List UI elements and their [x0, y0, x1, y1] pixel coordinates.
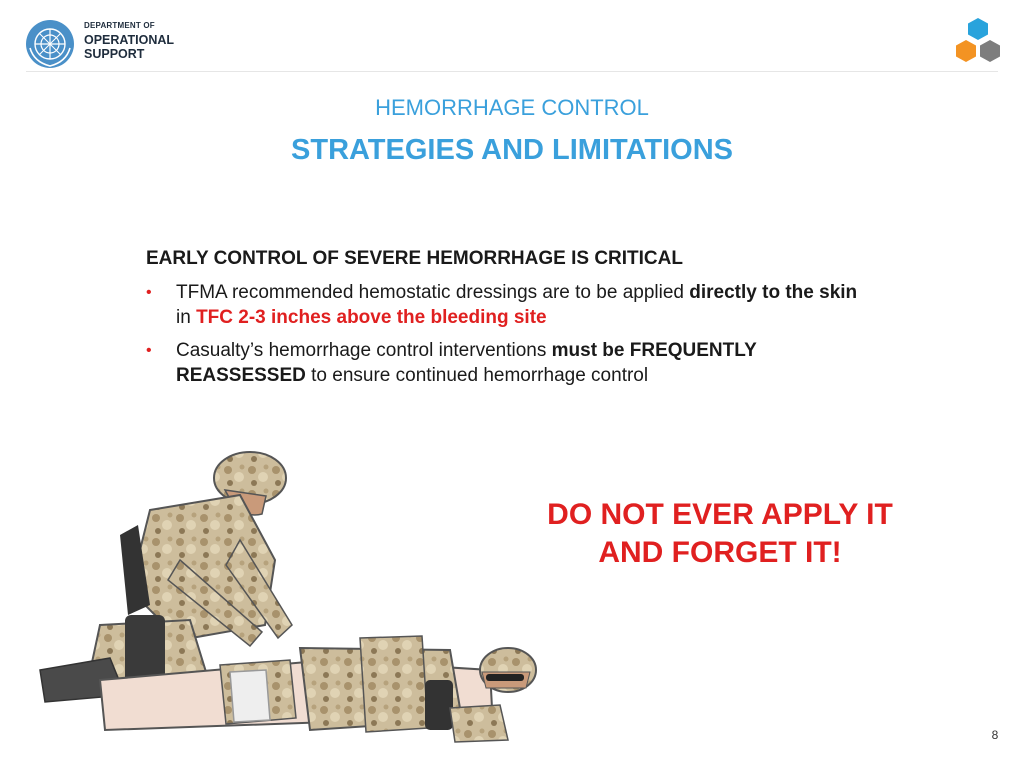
bullet-text: in	[176, 307, 197, 328]
header-divider	[26, 71, 998, 72]
bullet-marker: •	[146, 284, 152, 301]
bullet-text: TFMA recommended hemostatic dressings are to be applied	[176, 282, 690, 303]
medic-treating-casualty-illustration	[30, 440, 550, 750]
slide-body	[146, 246, 866, 396]
page-number: 8	[991, 728, 999, 742]
bullet-marker: •	[146, 342, 152, 359]
slide-subtitle: HEMORRHAGE CONTROL	[375, 95, 649, 120]
bullet-text: Casualty’s hemorrhage control interventions	[176, 340, 552, 361]
slide-title: STRATEGIES AND LIMITATIONS	[291, 134, 733, 166]
bullet-highlight: TFC 2-3 inches above the bleeding site	[196, 307, 547, 328]
slide-header	[0, 0, 1024, 72]
warning-callout	[520, 496, 920, 572]
department-line-1: DEPARTMENT OF	[84, 21, 155, 30]
bullet-item	[146, 280, 866, 330]
department-line-3: SUPPORT	[84, 46, 145, 61]
bullet-text: to ensure continued hemorrhage control	[305, 365, 649, 386]
body-heading: EARLY CONTROL OF SEVERE HEMORRHAGE IS CRITICAL	[146, 248, 683, 269]
warning-line-2: AND FORGET IT!	[598, 536, 842, 569]
warning-line-1: DO NOT EVER APPLY IT	[547, 498, 893, 531]
hexagon-cluster-icon	[952, 16, 1004, 66]
bullet-emphasis: directly to the skin	[689, 282, 858, 303]
department-line-2: OPERATIONAL	[84, 33, 175, 47]
bullet-emphasis: must be FREQUENTLY REASSESSED	[176, 340, 757, 386]
department-wordmark	[84, 22, 174, 60]
un-emblem-icon	[24, 18, 76, 70]
bullet-item	[146, 338, 866, 388]
